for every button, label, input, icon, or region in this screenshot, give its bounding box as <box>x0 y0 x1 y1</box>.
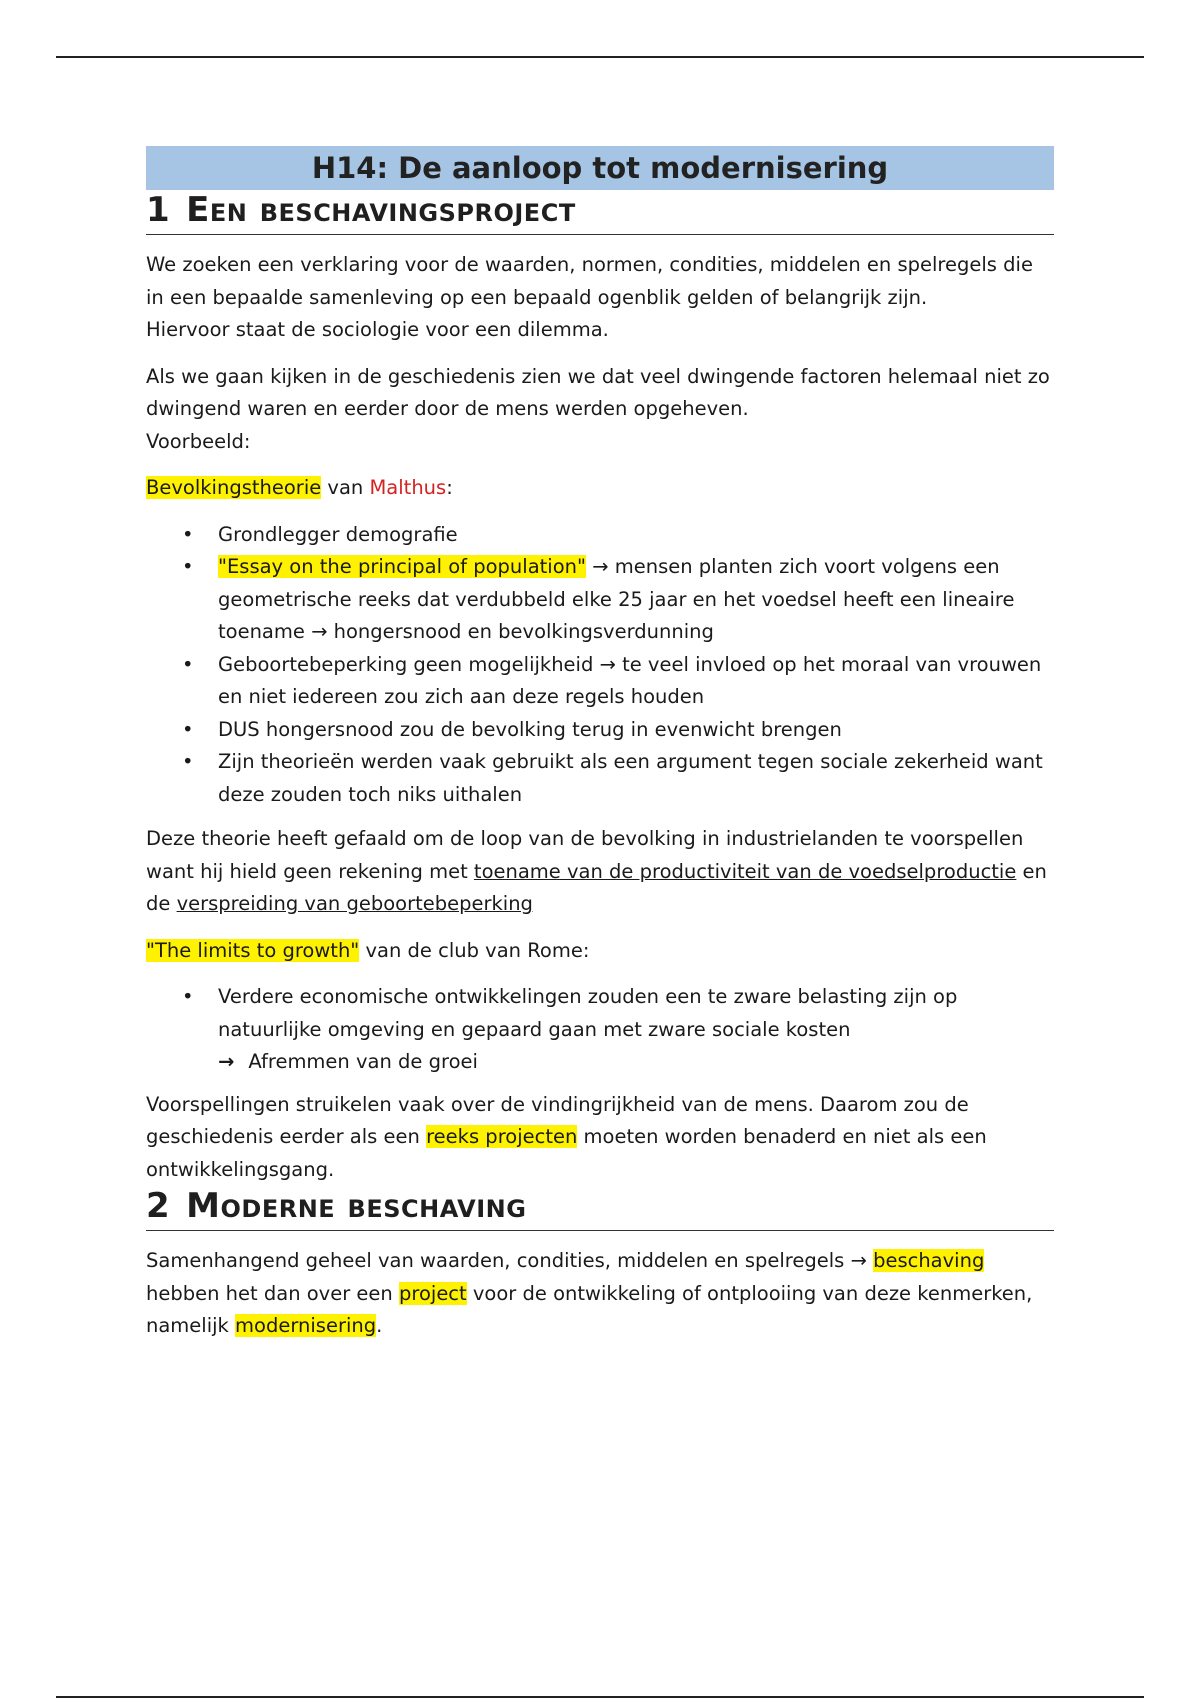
limits-list <box>146 981 1054 1079</box>
highlight: beschaving <box>873 1249 985 1272</box>
section-heading-1 <box>146 190 1054 235</box>
list-item: • Verdere economische ontwikkelingen zouden een te zware belasting zijn op natuurlijke omgeving en gepaard gaan met zware sociale kosten → Afremmen van de groei <box>146 981 1054 1079</box>
paragraph: Voorspellingen struikelen vaak over de vindingrijkheid van de mens. Daarom zou de geschiedenis eerder als een reeks projecten moeten worden benaderd en niet als een ontwikkelingsgang. <box>146 1092 987 1181</box>
limits-heading: "The limits to growth" van de club van Rome: <box>146 938 590 962</box>
paragraph: Als we gaan kijken in de geschiedenis zien we dat veel dwingende factoren helemaal niet zo dwingend waren en eerder door de mens werden opgeheven. Voorbeeld: <box>146 364 1050 453</box>
list-item: • "Essay on the principal of population" → mensen planten zich voort volgens een geometrische reeks dat verdubbeld elke 25 jaar en het voedsel heeft een lineaire toename → hongersnood en bevolkingsverdunning <box>146 551 1054 649</box>
underlined-text: toename van de productiviteit van de voedselproductie <box>473 859 1017 883</box>
highlight: Bevolkingstheorie <box>146 476 322 499</box>
paragraph: We zoeken een verklaring voor de waarden, normen, condities, middelen en spelregels die in een bepaalde samenleving op een bepaald ogenblik gelden of belangrijk zijn. Hiervoor staat de sociologie voor een dilemma. <box>146 253 1033 341</box>
arrow-icon: → <box>850 1249 867 1272</box>
arrow-icon: → <box>592 555 609 578</box>
paragraph: Deze theorie heeft gefaald om de loop van de bevolking in industrielanden te voorspellen want hij hield geen rekening met toename van de productiviteit van de voedselproductie en de verspreiding van geboortebeperking <box>146 827 1047 915</box>
arrow-icon: → <box>218 1050 235 1073</box>
author-name: Malthus <box>369 476 447 499</box>
arrow-icon: → <box>311 620 328 643</box>
highlight: modernisering <box>235 1314 377 1337</box>
malthus-list <box>146 519 1054 812</box>
page-title: H14: De aanloop tot modernisering <box>146 146 1054 190</box>
list-item: • Zijn theorieën werden vaak gebruikt als een argument tegen sociale zekerheid want deze zouden toch niks uithalen <box>146 746 1054 811</box>
header-rule <box>56 56 1144 58</box>
malthus-heading: Bevolkingstheorie van Malthus: <box>146 476 453 499</box>
section-number: 2 <box>146 1186 171 1226</box>
section-number: 1 <box>146 190 171 230</box>
list-item: • DUS hongersnood zou de bevolking terug in evenwicht brengen <box>146 714 1054 747</box>
section-title: Een beschavingsproject <box>186 190 576 230</box>
list-item: • Geboortebeperking geen mogelijkheid → te veel invloed op het moraal van vrouwen en niet iedereen zou zich aan deze regels houden <box>146 649 1054 714</box>
arrow-icon: → <box>599 652 616 676</box>
highlight: reeks projecten <box>426 1125 578 1148</box>
highlight: project <box>399 1281 467 1305</box>
highlight: "The limits to growth" <box>146 938 360 962</box>
underlined-text: verspreiding van geboortebeperking <box>176 892 533 915</box>
document-body <box>146 146 1054 1343</box>
section-title: Moderne beschaving <box>186 1186 527 1226</box>
list-item: • Grondlegger demografie <box>146 519 1054 552</box>
section-heading-2 <box>146 1186 1054 1231</box>
paragraph: Samenhangend geheel van waarden, condities, middelen en spelregels → beschaving hebben het dan over een project voor de ontwikkeling of ontplooiing van deze kenmerken, namelijk modernisering. <box>146 1249 1033 1337</box>
footer-rule <box>56 1696 1144 1698</box>
highlight: "Essay on the principal of population" <box>218 555 586 578</box>
